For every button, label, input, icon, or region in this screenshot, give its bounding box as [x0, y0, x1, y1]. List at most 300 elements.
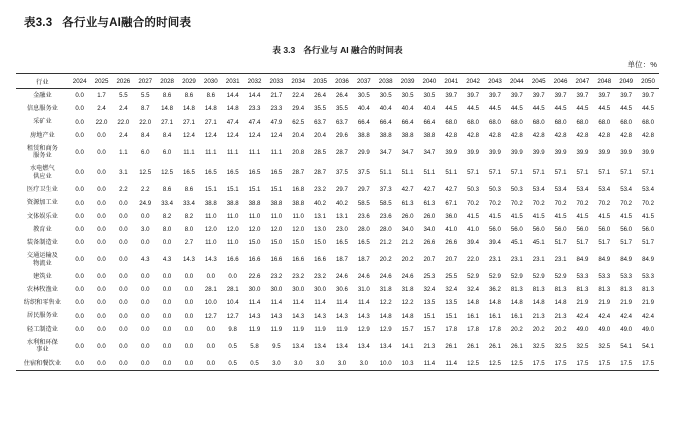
table-cell: 39.9: [445, 148, 458, 156]
table-cell: 42.4: [642, 312, 654, 320]
table-cell: 39.9: [532, 148, 545, 156]
table-cell: 56.0: [532, 225, 545, 233]
row-header-industry: 水利和环保 事业: [26, 338, 58, 354]
table-cell: 21.9: [642, 299, 654, 307]
table-cell: 23.1: [510, 256, 523, 264]
table-cell: 57.1: [598, 169, 611, 177]
table-cell: 13.1: [336, 212, 348, 220]
table-cell: 0.0: [200, 357, 222, 371]
table-cell: 42.8: [445, 131, 458, 139]
table-cell: 52.9: [510, 273, 523, 281]
table-cell: 28.1: [204, 286, 217, 294]
table-cell: 1.7: [97, 92, 106, 100]
table-cell: 0.0: [162, 312, 172, 320]
page-title-text: 各行业与AI融合的时间表: [62, 17, 192, 29]
column-header-year: 2024: [69, 74, 91, 89]
table-cell: 57.1: [489, 169, 501, 177]
table-cell: 41.5: [532, 212, 545, 220]
table-cell: 11.0: [226, 239, 239, 247]
row-header-industry: 租赁和商务 服务业: [26, 144, 58, 160]
table-cell: 0.0: [75, 186, 84, 194]
table-cell: 42.7: [401, 186, 414, 194]
table-cell: 5.5: [140, 92, 150, 100]
table-cell: 34.7: [379, 148, 392, 156]
table-cell: 30.5: [423, 92, 436, 100]
table-cell: 47.4: [226, 118, 239, 126]
table-cell: 11.1: [183, 148, 195, 156]
table-cell: 12.0: [270, 225, 283, 233]
table-cell: 11.4: [270, 299, 283, 307]
table-cell: 39.9: [510, 148, 523, 156]
table-cell: 11.0: [226, 212, 239, 220]
table-row: [16, 196, 659, 209]
table-cell: 30.0: [314, 286, 327, 294]
row-header-industry: 居民服务业: [26, 312, 58, 320]
table-cell: 26.1: [510, 342, 523, 350]
table-cell: 13.4: [314, 342, 327, 350]
table-cell: 28.7: [314, 169, 327, 177]
table-cell: 84.9: [642, 256, 654, 264]
row-header-industry: 医疗卫生业: [26, 186, 58, 194]
column-header-year: 2047: [571, 74, 593, 89]
table-cell: 20.2: [510, 325, 523, 333]
table-cell: 0.0: [97, 212, 106, 220]
table-cell: 12.7: [204, 312, 217, 320]
table-cell: 22.6: [248, 273, 261, 281]
table-cell: 12.0: [292, 225, 305, 233]
table-cell: 14.8: [183, 105, 195, 113]
table-cell: 0.5: [222, 357, 244, 371]
row-header-industry: 房地产业: [29, 131, 55, 139]
column-header-year: 2028: [156, 74, 178, 89]
table-cell: 53.4: [532, 186, 545, 194]
table-cell: 41.5: [467, 212, 480, 220]
table-cell: 0.0: [97, 239, 106, 247]
table-cell: 40.2: [336, 199, 348, 207]
table-cell: 70.2: [576, 199, 589, 207]
table-cell: 16.8: [292, 186, 305, 194]
table-cell: 39.7: [489, 92, 501, 100]
table-cell: 0.0: [75, 299, 84, 307]
table-cell: 0.0: [134, 357, 156, 371]
table-cell: 39.9: [467, 148, 480, 156]
table-cell: 17.5: [571, 357, 593, 371]
table-cell: 39.7: [445, 92, 458, 100]
table-cell: 61.3: [401, 199, 414, 207]
table-cell: 0.5: [228, 342, 237, 350]
table-cell: 40.2: [314, 199, 327, 207]
table-cell: 21.3: [423, 342, 436, 350]
table-cell: 52.9: [489, 273, 501, 281]
table-cell: 44.5: [554, 105, 567, 113]
table-cell: 25.5: [445, 273, 458, 281]
table-cell: 14.3: [204, 256, 217, 264]
table-cell: 63.7: [336, 118, 348, 126]
table-cell: 42.4: [576, 312, 589, 320]
table-cell: 81.3: [532, 286, 545, 294]
table-cell: 38.8: [292, 199, 305, 207]
table-cell: 56.0: [642, 225, 654, 233]
table-cell: 0.0: [140, 212, 150, 220]
table-cell: 14.3: [183, 256, 195, 264]
table-cell: 44.5: [532, 105, 545, 113]
table-cell: 16.6: [270, 256, 283, 264]
table-cell: 6.0: [162, 148, 172, 156]
table-cell: 21.9: [620, 299, 633, 307]
table-cell: 70.2: [489, 199, 501, 207]
table-cell: 81.3: [620, 286, 633, 294]
table-cell: 27.1: [183, 118, 195, 126]
table-cell: 32.4: [467, 286, 480, 294]
table-cell: 12.4: [204, 131, 217, 139]
table-cell: 0.0: [119, 239, 128, 247]
table-cell: 51.7: [598, 239, 611, 247]
table-cell: 11.0: [205, 239, 217, 247]
table-cell: 49.0: [598, 325, 611, 333]
table-header: [16, 74, 659, 89]
table-cell: 11.1: [248, 148, 261, 156]
table-cell: 30.6: [336, 286, 348, 294]
column-header-year: 2039: [397, 74, 419, 89]
table-cell: 6.0: [140, 148, 150, 156]
table-cell: 81.3: [576, 286, 589, 294]
table-cell: 42.7: [423, 186, 436, 194]
table-cell: 28.7: [336, 148, 348, 156]
table-cell: 41.5: [510, 212, 523, 220]
row-header-industry: 金融业: [33, 91, 52, 99]
table-cell: 53.3: [642, 273, 654, 281]
table-cell: 70.2: [532, 199, 545, 207]
table-cell: 25.3: [423, 273, 436, 281]
table-cell: 12.0: [204, 225, 217, 233]
table-cell: 0.0: [69, 357, 91, 371]
table-caption: [14, 44, 661, 56]
table-cell: 23.0: [336, 225, 348, 233]
table-cell: 53.4: [554, 186, 567, 194]
table-cell: 44.5: [576, 105, 589, 113]
table-cell: 24.6: [336, 273, 348, 281]
table-cell: 20.4: [314, 131, 327, 139]
table-row: [16, 310, 659, 323]
table-cell: 68.0: [532, 118, 545, 126]
table-cell: 18.7: [357, 256, 370, 264]
table-cell: 54.1: [620, 342, 633, 350]
table-cell: 57.1: [554, 169, 567, 177]
table-cell: 39.7: [620, 92, 633, 100]
table-cell: 50.3: [510, 186, 523, 194]
table-cell: 14.8: [554, 299, 567, 307]
table-cell: 12.5: [484, 357, 506, 371]
table-row: [16, 336, 659, 357]
table-cell: 42.4: [598, 312, 611, 320]
table-cell: 37.5: [336, 169, 348, 177]
table-cell: 42.8: [554, 131, 567, 139]
table-row: [16, 210, 659, 223]
table-cell: 14.3: [314, 312, 327, 320]
table-cell: 57.1: [532, 169, 545, 177]
column-header-industry: 行业: [16, 74, 69, 89]
row-header-industry: 采矿业: [33, 118, 52, 126]
table-cell: 1.1: [119, 148, 128, 156]
table-cell: 49.0: [620, 325, 633, 333]
table-cell: 42.8: [467, 131, 480, 139]
table-cell: 9.8: [228, 325, 237, 333]
table-cell: 34.0: [401, 225, 414, 233]
table-cell: 0.0: [75, 312, 84, 320]
table-cell: 0.0: [119, 273, 128, 281]
table-cell: 24.9: [139, 199, 152, 207]
table-cell: 53.3: [576, 273, 589, 281]
table-cell: 16.5: [248, 169, 261, 177]
table-cell: 39.7: [576, 92, 589, 100]
table-cell: 12.5: [506, 357, 528, 371]
table-cell: 12.4: [270, 131, 283, 139]
table-cell: 2.2: [119, 186, 128, 194]
table-cell: 30.0: [248, 286, 261, 294]
table-cell: 26.0: [401, 212, 414, 220]
table-cell: 0.0: [112, 357, 134, 371]
table-cell: 0.0: [119, 256, 128, 264]
table-cell: 12.0: [248, 225, 261, 233]
table-cell: 52.9: [554, 273, 567, 281]
table-cell: 32.4: [445, 286, 458, 294]
table-cell: 0.0: [140, 273, 150, 281]
table-cell: 40.4: [423, 105, 436, 113]
table-cell: 20.2: [401, 256, 414, 264]
page-footer-space: [14, 371, 661, 377]
table-cell: 15.1: [445, 312, 458, 320]
table-cell: 13.5: [445, 299, 458, 307]
table-row: [16, 183, 659, 196]
table-cell: 14.3: [248, 312, 261, 320]
table-cell: 44.5: [620, 105, 633, 113]
table-caption-text: 各行业与 AI 融合的时间表: [303, 45, 403, 55]
table-cell: 45.1: [510, 239, 523, 247]
table-cell: 8.6: [184, 186, 194, 194]
table-cell: 53.4: [576, 186, 589, 194]
row-header-industry: 文体娱乐业: [26, 212, 58, 220]
table-row: [16, 236, 659, 249]
table-cell: 26.4: [314, 92, 327, 100]
table-cell: 36.0: [445, 212, 458, 220]
table-cell: 13.4: [336, 342, 348, 350]
table-cell: 84.9: [576, 256, 589, 264]
table-row: [16, 163, 659, 184]
column-header-year: 2044: [506, 74, 528, 89]
table-cell: 70.2: [620, 199, 633, 207]
page-title-number: 表3.3: [24, 17, 53, 29]
table-cell: 0.0: [75, 118, 84, 126]
table-cell: 56.0: [554, 225, 567, 233]
table-cell: 0.0: [156, 357, 178, 371]
table-cell: 4.3: [140, 256, 150, 264]
table-cell: 70.2: [510, 199, 523, 207]
table-cell: 39.9: [642, 148, 654, 156]
table-cell: 66.4: [379, 118, 392, 126]
table-cell: 0.0: [75, 286, 84, 294]
table-cell: 0.0: [91, 357, 113, 371]
table-cell: 26.6: [445, 239, 458, 247]
table-cell: 68.0: [467, 118, 480, 126]
table-cell: 15.1: [226, 186, 239, 194]
table-cell: 0.0: [119, 225, 128, 233]
table-cell: 26.6: [423, 239, 436, 247]
table-cell: 3.0: [287, 357, 309, 371]
table-container: [14, 73, 661, 371]
table-cell: 52.9: [532, 273, 545, 281]
table-cell: 10.0: [204, 299, 217, 307]
table-cell: 56.0: [576, 225, 589, 233]
table-row: [16, 357, 659, 371]
table-cell: 45.1: [532, 239, 545, 247]
table-cell: 49.0: [642, 325, 654, 333]
table-cell: 11.4: [358, 299, 370, 307]
table-cell: 10.0: [375, 357, 397, 371]
table-cell: 12.5: [462, 357, 484, 371]
table-cell: 67.1: [445, 199, 458, 207]
table-cell: 32.5: [532, 342, 545, 350]
table-cell: 0.0: [75, 105, 84, 113]
table-cell: 0.0: [119, 212, 128, 220]
table-cell: 20.2: [532, 325, 545, 333]
table-cell: 68.0: [620, 118, 633, 126]
table-cell: 50.3: [489, 186, 501, 194]
table-cell: 0.0: [119, 286, 128, 294]
table-cell: 35.5: [314, 105, 327, 113]
table-cell: 8.4: [140, 131, 150, 139]
table-cell: 0.0: [162, 299, 172, 307]
table-cell: 58.5: [357, 199, 370, 207]
table-cell: 81.3: [642, 286, 654, 294]
table-cell: 14.4: [226, 92, 239, 100]
table-cell: 0.0: [97, 286, 106, 294]
table-cell: 14.8: [226, 105, 239, 113]
table-cell: 21.3: [554, 312, 567, 320]
table-cell: 20.8: [292, 148, 305, 156]
table-cell: 0.0: [184, 325, 194, 333]
column-header-year: 2049: [615, 74, 637, 89]
table-row: [16, 102, 659, 115]
table-cell: 42.8: [532, 131, 545, 139]
column-header-year: 2026: [112, 74, 134, 89]
table-cell: 15.7: [423, 325, 436, 333]
table-cell: 40.4: [379, 105, 392, 113]
table-cell: 8.6: [162, 186, 172, 194]
table-cell: 29.6: [336, 131, 348, 139]
table-cell: 62.5: [292, 118, 305, 126]
table-cell: 39.9: [554, 148, 567, 156]
ai-adoption-table: [16, 73, 659, 371]
row-header-industry: 教育业: [33, 225, 52, 233]
table-cell: 2.4: [119, 131, 128, 139]
row-header-industry: 住宿和餐饮业: [16, 357, 69, 371]
table-cell: 14.3: [357, 312, 370, 320]
table-cell: 11.4: [314, 299, 326, 307]
table-cell: 47.4: [248, 118, 261, 126]
table-cell: 14.8: [510, 299, 523, 307]
table-cell: 33.4: [183, 199, 195, 207]
table-cell: 24.6: [379, 273, 392, 281]
table-cell: 39.7: [642, 92, 654, 100]
table-cell: 23.3: [248, 105, 261, 113]
table-cell: 70.2: [554, 199, 567, 207]
table-cell: 20.7: [445, 256, 458, 264]
column-header-year: 2041: [440, 74, 462, 89]
table-cell: 42.8: [598, 131, 611, 139]
table-cell: 38.8: [423, 131, 436, 139]
table-cell: 0.0: [162, 273, 172, 281]
table-cell: 32.5: [598, 342, 611, 350]
table-cell: 81.3: [510, 286, 523, 294]
table-cell: 32.5: [576, 342, 589, 350]
table-cell: 17.5: [528, 357, 550, 371]
table-cell: 38.8: [357, 131, 370, 139]
table-unit-label: 单位：%: [627, 60, 657, 69]
table-cell: 0.0: [119, 342, 128, 350]
table-cell: 44.5: [489, 105, 501, 113]
table-cell: 38.8: [401, 131, 414, 139]
table-cell: 81.3: [554, 286, 567, 294]
table-cell: 42.8: [489, 131, 501, 139]
table-cell: 42.4: [620, 312, 633, 320]
table-cell: 0.0: [162, 342, 172, 350]
row-header-industry: 交通运输及 物流业: [26, 252, 58, 267]
table-cell: 0.0: [119, 299, 128, 307]
table-cell: 2.2: [140, 186, 150, 194]
table-cell: 42.8: [620, 131, 633, 139]
table-cell: 14.8: [204, 105, 217, 113]
column-header-year: 2027: [134, 74, 156, 89]
table-cell: 21.2: [379, 239, 392, 247]
table-cell: 0.0: [97, 225, 106, 233]
table-cell: 22.0: [117, 118, 130, 126]
table-cell: 11.0: [248, 212, 261, 220]
table-cell: 11.4: [440, 357, 462, 371]
table-cell: 0.0: [206, 325, 216, 333]
table-cell: 28.7: [292, 169, 305, 177]
table-cell: 31.0: [357, 286, 370, 294]
table-cell: 30.5: [357, 92, 370, 100]
table-cell: 10.4: [226, 299, 239, 307]
table-cell: 30.5: [401, 92, 414, 100]
table-cell: 12.9: [357, 325, 370, 333]
table-cell: 31.8: [401, 286, 414, 294]
table-cell: 16.5: [336, 239, 348, 247]
table-cell: 0.0: [97, 273, 106, 281]
column-header-year: 2033: [265, 74, 287, 89]
table-cell: 0.0: [97, 148, 106, 156]
table-cell: 23.3: [270, 105, 283, 113]
table-cell: 51.7: [620, 239, 633, 247]
table-cell: 0.0: [184, 286, 194, 294]
table-row: [16, 249, 659, 270]
table-cell: 21.3: [532, 312, 545, 320]
table-cell: 15.0: [248, 239, 261, 247]
table-cell: 41.0: [467, 225, 480, 233]
table-cell: 39.7: [510, 92, 523, 100]
table-cell: 0.0: [178, 357, 200, 371]
table-caption-number: 表 3.3: [272, 45, 296, 55]
table-cell: 0.0: [75, 239, 84, 247]
table-cell: 12.4: [226, 131, 239, 139]
table-cell: 17.5: [593, 357, 615, 371]
row-header-industry: 纺织和零售业: [23, 299, 61, 307]
table-cell: 41.5: [598, 212, 611, 220]
table-cell: 51.1: [401, 169, 414, 177]
table-cell: 28.1: [226, 286, 239, 294]
table-cell: 12.2: [401, 299, 414, 307]
table-cell: 57.1: [620, 169, 633, 177]
